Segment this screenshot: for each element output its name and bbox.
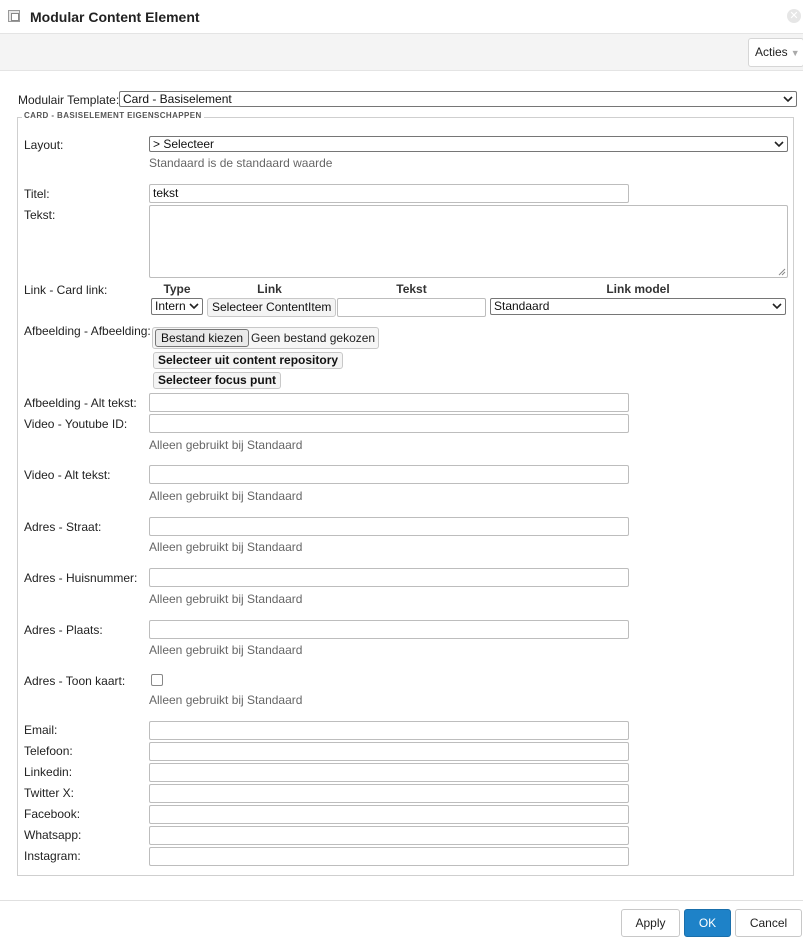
adres-huisnummer-input[interactable] [149,568,629,587]
adres-huisnummer-hint: Alleen gebruikt bij Standaard [149,592,303,606]
tekst-label: Tekst: [24,208,56,222]
footer-divider [0,900,803,901]
titel-input[interactable]: tekst [149,184,629,203]
linkedin-input[interactable] [149,763,629,782]
acties-button[interactable] [748,38,803,67]
link-type-value: Intern [155,299,186,313]
cancel-button[interactable]: Cancel [735,909,802,937]
window-icon [8,10,20,22]
adres-plaats-input[interactable] [149,620,629,639]
no-file-text: Geen bestand gekozen [251,331,376,345]
adres-huisnummer-label: Adres - Huisnummer: [24,571,138,585]
apply-button[interactable]: Apply [621,909,680,937]
resize-handle-icon[interactable] [777,267,786,276]
layout-select[interactable] [149,136,788,152]
close-icon[interactable]: ✕ [787,9,801,23]
titel-label: Titel: [24,187,50,201]
adres-straat-hint: Alleen gebruikt bij Standaard [149,540,303,554]
chevron-down-icon [189,302,199,310]
focus-punt-button[interactable]: Selecteer focus punt [153,372,281,389]
linkedin-label: Linkedin: [24,765,73,779]
link-label: Link - Card link: [24,283,108,297]
chevron-down-icon: ▼ [790,48,800,58]
whatsapp-input[interactable] [149,826,629,845]
chevron-down-icon [774,140,784,148]
template-value: Card - Basiselement [123,92,232,106]
chevron-down-icon [783,95,793,103]
link-type-header: Type [163,282,191,296]
video-youtube-hint: Alleen gebruikt bij Standaard [149,438,303,452]
link-link-header: Link [257,282,282,296]
link-type-select[interactable] [151,298,203,315]
adres-plaats-hint: Alleen gebruikt bij Standaard [149,643,303,657]
fieldset-legend: CARD - BASISELEMENT EIGENSCHAPPEN [24,111,202,120]
instagram-label: Instagram: [24,849,81,863]
adres-straat-label: Adres - Straat: [24,520,102,534]
select-contentitem-button[interactable]: Selecteer ContentItem [207,298,336,317]
bestand-kiezen-button[interactable]: Bestand kiezen [155,329,249,347]
layout-label: Layout: [24,138,64,152]
telefoon-label: Telefoon: [24,744,73,758]
window-title: Modular Content Element [30,9,200,25]
chevron-down-icon [772,302,782,310]
content-repository-button[interactable]: Selecteer uit content repository [153,352,343,369]
toolbar [0,34,803,71]
whatsapp-label: Whatsapp: [24,828,82,842]
ok-button[interactable]: OK [684,909,731,937]
video-alt-label: Video - Alt tekst: [24,468,111,482]
afbeelding-alt-input[interactable] [149,393,629,412]
link-tekst-input[interactable] [337,298,486,317]
telefoon-input[interactable] [149,742,629,761]
acties-label: Acties [755,45,788,59]
link-tekst-header: Tekst [396,282,427,296]
link-model-value: Standaard [494,299,550,313]
twitter-input[interactable] [149,784,629,803]
link-model-header: Link model [606,282,670,296]
twitter-label: Twitter X: [24,786,75,800]
layout-hint: Standaard is de standaard waarde [149,156,333,170]
afbeelding-label: Afbeelding - Afbeelding: [24,324,151,338]
adres-toon-kaart-label: Adres - Toon kaart: [24,674,126,688]
email-label: Email: [24,723,58,737]
toon-kaart-checkbox[interactable] [151,674,163,686]
facebook-input[interactable] [149,805,629,824]
video-youtube-label: Video - Youtube ID: [24,417,128,431]
instagram-input[interactable] [149,847,629,866]
afbeelding-alt-label: Afbeelding - Alt tekst: [24,396,137,410]
adres-toon-kaart-hint: Alleen gebruikt bij Standaard [149,693,303,707]
tekst-textarea[interactable] [149,205,788,278]
email-input[interactable] [149,721,629,740]
facebook-label: Facebook: [24,807,81,821]
link-model-select[interactable] [490,298,786,315]
video-youtube-input[interactable] [149,414,629,433]
template-select[interactable] [119,91,797,107]
adres-plaats-label: Adres - Plaats: [24,623,103,637]
template-label: Modulair Template: [18,93,120,107]
layout-value: > Selecteer [153,137,215,151]
video-alt-hint: Alleen gebruikt bij Standaard [149,489,303,503]
adres-straat-input[interactable] [149,517,629,536]
video-alt-input[interactable] [149,465,629,484]
